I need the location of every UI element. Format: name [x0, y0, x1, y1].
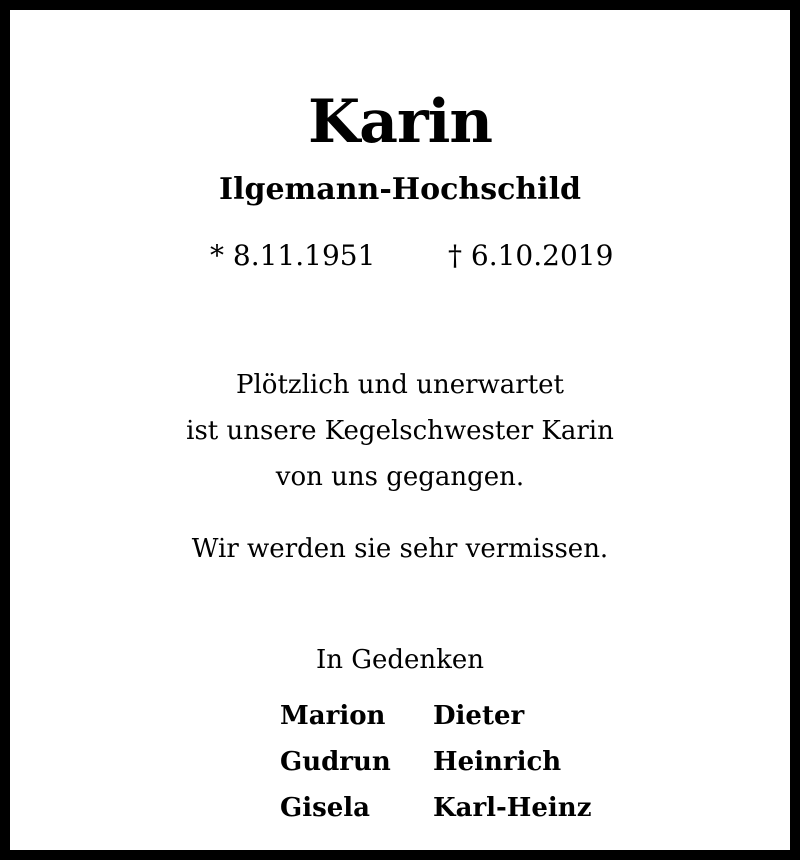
deceased-first-name: Karin: [307, 87, 493, 157]
signer-name: Gudrun: [280, 747, 391, 777]
signer-name: Heinrich: [433, 747, 562, 777]
deceased-surname: Ilgemann-Hochschild: [219, 172, 581, 207]
birth-date: * 8.11.1951: [210, 239, 376, 272]
signer-name: Gisela: [280, 793, 370, 823]
message-line: Plötzlich und unerwartet: [236, 370, 564, 400]
closing-line: Wir werden sie sehr vermissen.: [191, 534, 609, 564]
signer-name: Marion: [280, 701, 386, 731]
message-line: von uns gegangen.: [275, 462, 525, 492]
message-line: ist unsere Kegelschwester Karin: [186, 416, 614, 446]
signer-name: Dieter: [433, 701, 525, 731]
signer-name: Karl-Heinz: [433, 793, 592, 823]
in-memory-label: In Gedenken: [315, 645, 485, 675]
death-date: † 6.10.2019: [448, 239, 614, 272]
